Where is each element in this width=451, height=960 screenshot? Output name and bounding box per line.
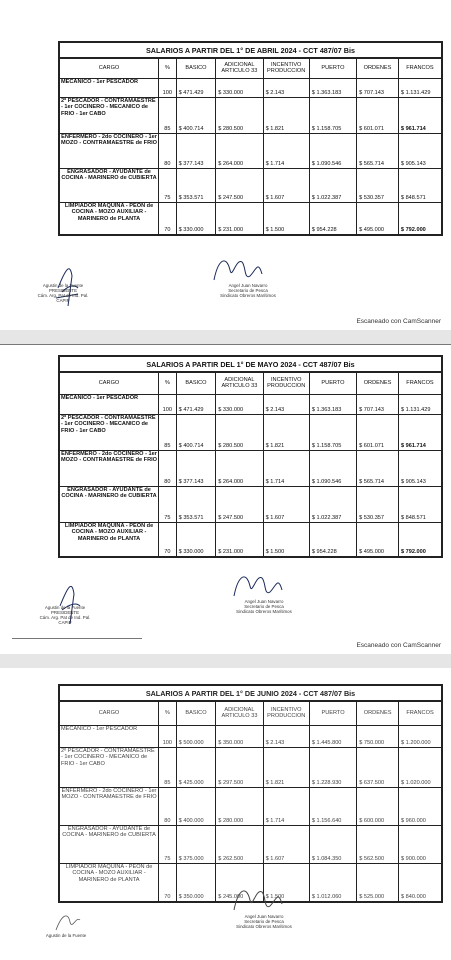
row-francos: $ 905.143	[398, 133, 441, 168]
row-basico: $ 500.000	[176, 725, 216, 747]
row-puerto: $ 1.090.546	[309, 133, 356, 168]
header-cargo: CARGO	[60, 701, 159, 725]
signature-left	[36, 933, 96, 938]
row-basico: $ 425.000	[176, 747, 216, 787]
row-francos: $ 961.714	[398, 97, 441, 133]
row-cargo: LIMPIADOR MAQUINA - PEON de COCINA - MOZO AUXILIAR - MARINERO de PLANTA	[60, 522, 159, 556]
row-pct: 75	[159, 825, 177, 863]
row-adicional: $ 350.000	[216, 725, 263, 747]
signer-role: Secretario de Pesca	[244, 919, 284, 924]
row-cargo: 2º PESCADOR - CONTRAMAESTRE - 1er COCINERO - MECANICO de FRIO - 1er CABO	[60, 97, 159, 133]
header-puerto: PUERTO	[309, 701, 356, 725]
signer-role: Secretario de Pesca	[244, 604, 284, 609]
signature-left	[28, 283, 98, 303]
row-francos: $ 961.714	[398, 414, 441, 450]
row-incentivo: $ 1.500	[263, 522, 309, 556]
row-pct: 80	[159, 133, 177, 168]
row-ordenes: $ 530.357	[357, 168, 399, 202]
row-adicional: $ 330.000	[216, 78, 263, 97]
page-mayo	[0, 344, 451, 654]
row-incentivo: $ 1.714	[263, 787, 309, 825]
row-pct: 75	[159, 168, 177, 202]
row-pct: 70	[159, 863, 177, 901]
table-row	[60, 725, 442, 747]
row-incentivo: $ 1.821	[263, 414, 309, 450]
row-incentivo: $ 2.143	[263, 78, 309, 97]
header-francos: FRANCOS	[398, 58, 441, 78]
row-adicional: $ 247.500	[216, 486, 263, 522]
row-cargo: ENFERMERO - 2do COCINERO - 1er MOZO - CONTRAMAESTRE de FRIO	[60, 133, 159, 168]
row-puerto: $ 1.022.387	[309, 168, 356, 202]
table-row	[60, 787, 442, 825]
row-basico: $ 330.000	[176, 202, 216, 234]
signer-name: Agustin de la Fuente	[45, 933, 87, 938]
row-incentivo: $ 1.500	[263, 863, 309, 901]
signature-left-scribble	[50, 906, 86, 936]
row-francos: $ 792.000	[398, 522, 441, 556]
row-puerto: $ 1.158.705	[309, 97, 356, 133]
header-puerto: PUERTO	[309, 372, 356, 394]
row-ordenes: $ 495.000	[357, 202, 399, 234]
row-cargo: 2º PESCADOR - CONTRAMAESTRE - 1er COCINERO - MECANICO de FRIO - 1er CABO	[60, 747, 159, 787]
row-adicional: $ 280.500	[216, 97, 263, 133]
row-ordenes: $ 601.071	[357, 97, 399, 133]
header-adicional: ADICIONAL ARTICULO 33	[216, 58, 263, 78]
row-cargo: ENFERMERO - 2do COCINERO - 1er MOZO - CONTRAMAESTRE de FRIO	[60, 450, 159, 486]
signature-left	[30, 605, 100, 625]
signer-org: Cám. Arg. Pat de Ind. Pal.	[37, 293, 89, 298]
row-basico: $ 400.000	[176, 787, 216, 825]
row-pct: 75	[159, 486, 177, 522]
row-basico: $ 353.571	[176, 486, 216, 522]
row-adicional: $ 231.000	[216, 202, 263, 234]
row-pct: 85	[159, 97, 177, 133]
page-separator	[0, 654, 451, 668]
page-edge-line	[12, 638, 142, 639]
row-adicional: $ 262.500	[216, 825, 263, 863]
row-pct: 70	[159, 202, 177, 234]
table-row	[60, 522, 442, 556]
header-cargo: CARGO	[60, 58, 159, 78]
row-ordenes: $ 562.500	[357, 825, 399, 863]
row-ordenes: $ 600.000	[357, 787, 399, 825]
row-puerto: $ 1.084.350	[309, 825, 356, 863]
signer-role: PRESIDENTE	[48, 288, 78, 293]
row-puerto: $ 1.022.387	[309, 486, 356, 522]
row-puerto: $ 1.363.183	[309, 78, 356, 97]
signer-org: Sindicato Obreros Marítimos	[220, 293, 276, 298]
signer-org: Sindicato Obreros Marítimos	[236, 609, 292, 614]
signature-right	[212, 283, 284, 298]
row-basico: $ 471.429	[176, 78, 216, 97]
page-junio	[0, 668, 451, 960]
table-title: SALARIOS A PARTIR DEL 1° DE JUNIO 2024 - CCT 487/07 Bis	[60, 686, 442, 702]
header-cargo: CARGO	[60, 372, 159, 394]
row-francos: $ 905.143	[398, 450, 441, 486]
table-row	[60, 168, 442, 202]
table-row	[60, 97, 442, 133]
row-adicional: $ 330.000	[216, 394, 263, 414]
row-incentivo: $ 1.714	[263, 133, 309, 168]
signer-name: Agustin de la Fuente	[42, 283, 84, 288]
row-francos: $ 1.131.429	[398, 78, 441, 97]
header-pct: %	[159, 372, 177, 394]
row-pct: 85	[159, 747, 177, 787]
signer-name: Angel Juan Navarro	[244, 914, 284, 919]
row-basico: $ 375.000	[176, 825, 216, 863]
header-adicional: ADICIONAL ARTICULO 33	[216, 372, 263, 394]
header-pct: %	[159, 701, 177, 725]
header-basico: BASICO	[176, 701, 216, 725]
header-pct: %	[159, 58, 177, 78]
row-cargo: MECANICO - 1er PESCADOR	[60, 725, 159, 747]
header-francos: FRANCOS	[398, 372, 441, 394]
page-edge-line	[0, 344, 451, 345]
row-francos: $ 1.131.429	[398, 394, 441, 414]
signer-org: Sindicato Obreros Marítimos	[236, 924, 292, 929]
row-incentivo: $ 1.607	[263, 825, 309, 863]
row-cargo: ENGRASADOR - AYUDANTE de COCINA - MARINERO de CUBIERTA	[60, 825, 159, 863]
signer-name: Angel Juan Navarro	[244, 599, 284, 604]
row-francos: $ 848.571	[398, 168, 441, 202]
row-cargo: ENGRASADOR - AYUDANTE de COCINA - MARINERO de CUBIERTA	[60, 168, 159, 202]
row-pct: 100	[159, 725, 177, 747]
row-pct: 100	[159, 78, 177, 97]
table-row	[60, 486, 442, 522]
salary-table-mayo	[58, 355, 443, 558]
row-pct: 80	[159, 787, 177, 825]
page-separator	[0, 330, 451, 344]
row-basico: $ 377.143	[176, 133, 216, 168]
row-francos: $ 1.200.000	[399, 725, 442, 747]
table-row	[60, 414, 442, 450]
row-basico: $ 330.000	[176, 522, 216, 556]
signature-right	[228, 914, 300, 929]
signer-role: Secretario de Pesca	[228, 288, 268, 293]
table-row	[60, 202, 442, 234]
scan-label: Escaneado con CamScanner	[356, 318, 441, 325]
row-ordenes: $ 525.000	[357, 863, 399, 901]
row-cargo: ENGRASADOR - AYUDANTE de COCINA - MARINERO de CUBIERTA	[60, 486, 159, 522]
row-puerto: $ 954.228	[309, 522, 356, 556]
row-basico: $ 471.429	[176, 394, 216, 414]
salary-table-abril	[58, 41, 443, 236]
row-francos: $ 960.000	[399, 787, 442, 825]
row-ordenes: $ 565.714	[357, 450, 399, 486]
row-cargo: MECANICO - 1er PESCADOR	[60, 78, 159, 97]
row-incentivo: $ 2.143	[263, 725, 309, 747]
row-ordenes: $ 565.714	[357, 133, 399, 168]
header-ordenes: ORDENES	[357, 58, 399, 78]
row-puerto: $ 1.090.546	[309, 450, 356, 486]
header-puerto: PUERTO	[309, 58, 356, 78]
header-francos: FRANCOS	[399, 701, 442, 725]
row-basico: $ 350.000	[176, 863, 216, 901]
header-adicional: ADICIONAL ARTICULO 33	[216, 701, 263, 725]
row-cargo: ENFERMERO - 2do COCINERO - 1er MOZO - CONTRAMAESTRE de FRIO	[60, 787, 159, 825]
row-pct: 70	[159, 522, 177, 556]
row-cargo: LIMPIADOR MAQUINA - PEON de COCINA - MOZO AUXILIAR - MARINERO de PLANTA	[60, 863, 159, 901]
row-pct: 85	[159, 414, 177, 450]
row-adicional: $ 231.000	[216, 522, 263, 556]
row-incentivo: $ 1.821	[263, 747, 309, 787]
row-adicional: $ 280.500	[216, 414, 263, 450]
row-adicional: $ 245.000	[216, 863, 263, 901]
row-basico: $ 400.714	[176, 414, 216, 450]
row-incentivo: $ 1.607	[263, 486, 309, 522]
header-ordenes: ORDENES	[357, 372, 399, 394]
signer-short: CAPIP	[58, 620, 72, 625]
header-incentivo: INCENTIVO PRODUCCION	[263, 701, 309, 725]
signer-org: Cám. Arg. Pat de Ind. Pal.	[39, 615, 91, 620]
row-cargo: LIMPIADOR MAQUINA - PEON de COCINA - MOZO AUXILIAR - MARINERO de PLANTA	[60, 202, 159, 234]
signer-role: PRESIDENTE	[50, 610, 80, 615]
row-pct: 100	[159, 394, 177, 414]
row-puerto: $ 1.228.930	[309, 747, 356, 787]
signer-name: Agustin de la Fuente	[44, 605, 86, 610]
row-ordenes: $ 530.357	[357, 486, 399, 522]
row-adicional: $ 247.500	[216, 168, 263, 202]
row-ordenes: $ 495.000	[357, 522, 399, 556]
table-row	[60, 450, 442, 486]
row-puerto: $ 1.158.705	[309, 414, 356, 450]
row-basico: $ 377.143	[176, 450, 216, 486]
row-puerto: $ 1.445.800	[309, 725, 356, 747]
table-title: SALARIOS A PARTIR DEL 1° DE ABRIL 2024 - CCT 487/07 Bis	[60, 43, 442, 59]
salary-table-junio	[58, 684, 443, 903]
scan-label: Escaneado con CamScanner	[356, 642, 441, 649]
row-puerto: $ 1.012.060	[309, 863, 356, 901]
signer-name: Angel Juan Navarro	[228, 283, 268, 288]
row-ordenes: $ 707.143	[357, 78, 399, 97]
row-ordenes: $ 601.071	[357, 414, 399, 450]
table-row	[60, 133, 442, 168]
row-francos: $ 900.000	[399, 825, 442, 863]
page-abril	[0, 0, 451, 330]
row-francos: $ 848.571	[398, 486, 441, 522]
row-ordenes: $ 637.500	[357, 747, 399, 787]
row-puerto: $ 954.228	[309, 202, 356, 234]
header-basico: BASICO	[176, 58, 216, 78]
signer-short: CAPIP	[56, 298, 70, 303]
row-incentivo: $ 1.500	[263, 202, 309, 234]
header-ordenes: ORDENES	[357, 701, 399, 725]
header-basico: BASICO	[176, 372, 216, 394]
row-incentivo: $ 1.714	[263, 450, 309, 486]
row-adicional: $ 280.000	[216, 787, 263, 825]
row-ordenes: $ 750.000	[357, 725, 399, 747]
row-adicional: $ 264.000	[216, 450, 263, 486]
row-francos: $ 1.020.000	[399, 747, 442, 787]
row-puerto: $ 1.363.183	[309, 394, 356, 414]
table-row	[60, 394, 442, 414]
row-incentivo: $ 1.607	[263, 168, 309, 202]
signature-right	[228, 599, 300, 614]
row-francos: $ 840.000	[399, 863, 442, 901]
row-puerto: $ 1.156.640	[309, 787, 356, 825]
row-francos: $ 792.000	[398, 202, 441, 234]
row-basico: $ 353.571	[176, 168, 216, 202]
header-incentivo: INCENTIVO PRODUCCION	[263, 372, 309, 394]
row-cargo: 2º PESCADOR - CONTRAMAESTRE - 1er COCINERO - MECANICO de FRIO - 1er CABO	[60, 414, 159, 450]
row-pct: 80	[159, 450, 177, 486]
header-incentivo: INCENTIVO PRODUCCION	[263, 58, 309, 78]
table-row	[60, 825, 442, 863]
table-row	[60, 747, 442, 787]
row-ordenes: $ 707.143	[357, 394, 399, 414]
row-incentivo: $ 2.143	[263, 394, 309, 414]
row-incentivo: $ 1.821	[263, 97, 309, 133]
row-basico: $ 400.714	[176, 97, 216, 133]
table-row	[60, 78, 442, 97]
row-adicional: $ 264.000	[216, 133, 263, 168]
row-adicional: $ 297.500	[216, 747, 263, 787]
row-cargo: MECANICO - 1er PESCADOR	[60, 394, 159, 414]
table-title: SALARIOS A PARTIR DEL 1° DE MAYO 2024 - CCT 487/07 Bis	[60, 357, 442, 373]
